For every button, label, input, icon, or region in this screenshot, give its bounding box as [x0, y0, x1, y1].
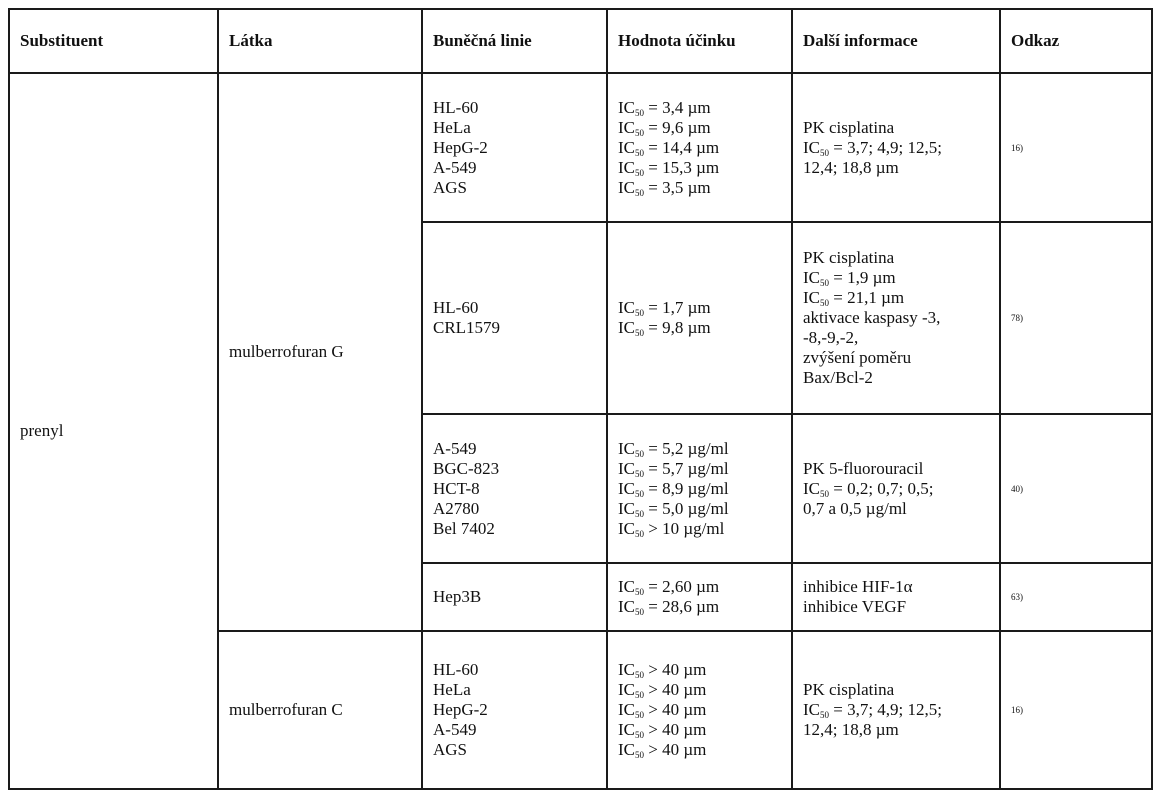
cell-line-name: A-549	[433, 438, 477, 458]
effect-value-line	[618, 178, 781, 198]
text-segment: = 0,2; 0,7; 0,5;	[829, 478, 934, 498]
cell-lines-cell	[422, 414, 607, 563]
cell-line-name: A-549	[433, 720, 477, 740]
text-segment: = 9,8 µm	[644, 318, 711, 338]
text-segment: Bax/Bcl-2	[803, 368, 873, 388]
cell-line-name: A2780	[433, 498, 480, 518]
header-effect-value: Hodnota účinku	[607, 9, 792, 73]
text-segment: aktivace kaspasy -3,	[803, 308, 941, 328]
compound-cell: mulberrofuran C	[218, 631, 422, 789]
subscript: 50	[635, 508, 644, 519]
info-line	[803, 577, 989, 597]
text-segment: IC	[618, 117, 635, 137]
text-segment: > 40 µm	[644, 680, 707, 700]
effect-value-line	[618, 459, 781, 479]
subscript: 50	[635, 468, 644, 479]
text-segment: = 1,7 µm	[644, 298, 711, 318]
text-segment: = 8,9 µg/ml	[644, 478, 729, 498]
effect-values-cell	[607, 73, 792, 222]
header-reference: Odkaz	[1000, 9, 1152, 73]
text-segment: IC	[618, 660, 635, 680]
text-segment: IC	[618, 740, 635, 760]
text-segment: IC	[618, 478, 635, 498]
effect-value-line	[618, 499, 781, 519]
cell-line-name: Hep3B	[433, 587, 482, 607]
further-info-cell	[792, 73, 1000, 222]
text-segment: = 5,7 µg/ml	[644, 458, 729, 478]
text-segment: PK cisplatina	[803, 117, 895, 137]
further-info-cell	[792, 631, 1000, 789]
effect-value-line	[618, 318, 781, 338]
info-line	[803, 459, 989, 479]
text-segment: IC	[803, 137, 820, 157]
further-info-cell	[792, 414, 1000, 563]
cell-line-name: CRL1579	[433, 318, 501, 338]
effect-value-line	[618, 740, 781, 760]
text-segment: zvýšení poměru	[803, 348, 912, 368]
text-segment: IC	[618, 518, 635, 538]
effect-values-cell	[607, 563, 792, 631]
subscript: 50	[635, 690, 644, 701]
cell-line-name: HepG-2	[433, 700, 488, 720]
text-segment: = 28,6 µm	[644, 597, 720, 617]
text-segment: IC	[618, 137, 635, 157]
subscript: 50	[635, 528, 644, 539]
subscript: 50	[635, 147, 644, 158]
subscript: 50	[635, 607, 644, 618]
subscript: 50	[820, 710, 829, 721]
text-segment: > 40 µm	[644, 700, 707, 720]
effect-value-line	[618, 98, 781, 118]
info-line	[803, 308, 989, 328]
subscript: 50	[820, 147, 829, 158]
text-segment: PK cisplatina	[803, 248, 895, 268]
reference-cell: 40)	[1000, 414, 1152, 563]
subscript: 50	[635, 187, 644, 198]
document-page	[8, 8, 1151, 790]
cell-line-name: A-549	[433, 157, 477, 177]
text-segment: = 1,9 µm	[829, 268, 896, 288]
text-segment: IC	[618, 577, 635, 597]
further-info-cell	[792, 222, 1000, 414]
subscript: 50	[635, 107, 644, 118]
text-segment: = 9,6 µm	[644, 117, 711, 137]
info-line	[803, 158, 989, 178]
cell-line-name: HeLa	[433, 117, 471, 137]
info-line	[803, 499, 989, 519]
effect-value-line	[618, 519, 781, 539]
text-segment: IC	[803, 288, 820, 308]
subscript: 50	[635, 750, 644, 761]
cell-line-name: AGS	[433, 177, 468, 197]
cell-line-name: AGS	[433, 740, 468, 760]
text-segment: IC	[618, 720, 635, 740]
subscript: 50	[635, 710, 644, 721]
text-segment: = 14,4 µm	[644, 137, 720, 157]
cell-line-name: HL-60	[433, 298, 479, 318]
effect-value-line	[618, 577, 781, 597]
compound-cell: mulberrofuran G	[218, 73, 422, 631]
info-line	[803, 597, 989, 617]
info-line	[803, 479, 989, 499]
cell-line-name: HepG-2	[433, 137, 488, 157]
substituent-cell: prenyl	[9, 73, 218, 789]
text-segment: IC	[803, 478, 820, 498]
text-segment: IC	[618, 298, 635, 318]
subscript: 50	[635, 670, 644, 681]
header-cell-line: Buněčná linie	[422, 9, 607, 73]
effect-value-line	[618, 700, 781, 720]
text-segment: = 15,3 µm	[644, 157, 720, 177]
effect-value-line	[618, 158, 781, 178]
text-segment: = 5,2 µg/ml	[644, 438, 729, 458]
cell-lines-cell	[422, 631, 607, 789]
text-segment: IC	[618, 700, 635, 720]
text-segment: IC	[618, 177, 635, 197]
subscript: 50	[820, 278, 829, 289]
text-segment: IC	[618, 157, 635, 177]
subscript: 50	[635, 167, 644, 178]
cell-line-name: HL-60	[433, 660, 479, 680]
subscript: 50	[635, 488, 644, 499]
effect-value-line	[618, 660, 781, 680]
subscript: 50	[635, 730, 644, 741]
info-line	[803, 680, 989, 700]
reference-cell: 63)	[1000, 563, 1152, 631]
text-segment: IC	[618, 97, 635, 117]
text-segment: IC	[618, 597, 635, 617]
effect-value-line	[618, 597, 781, 617]
info-line	[803, 328, 989, 348]
cell-line-name: HeLa	[433, 680, 471, 700]
effect-values-cell	[607, 222, 792, 414]
text-segment: 12,4; 18,8 µm	[803, 720, 899, 740]
text-segment: IC	[803, 700, 820, 720]
info-line	[803, 288, 989, 308]
text-segment: inhibice VEGF	[803, 597, 907, 617]
text-segment: > 40 µm	[644, 660, 707, 680]
subscript: 50	[635, 328, 644, 339]
reference-cell: 16)	[1000, 631, 1152, 789]
text-segment: > 40 µm	[644, 720, 707, 740]
activity-table	[8, 8, 1153, 790]
text-segment: IC	[618, 458, 635, 478]
subscript: 50	[635, 127, 644, 138]
info-line	[803, 368, 989, 388]
info-line	[803, 248, 989, 268]
text-segment: PK 5-fluorouracil	[803, 458, 924, 478]
reference-cell: 78)	[1000, 222, 1152, 414]
text-segment: 12,4; 18,8 µm	[803, 157, 899, 177]
info-line	[803, 268, 989, 288]
text-segment: IC	[618, 498, 635, 518]
effect-value-line	[618, 298, 781, 318]
subscript: 50	[820, 298, 829, 309]
effect-value-line	[618, 118, 781, 138]
subscript: 50	[635, 587, 644, 598]
effect-values-cell	[607, 414, 792, 563]
effect-value-line	[618, 138, 781, 158]
effect-value-line	[618, 439, 781, 459]
text-segment: > 40 µm	[644, 740, 707, 760]
header-row	[9, 9, 1152, 73]
effect-value-line	[618, 680, 781, 700]
text-segment: = 3,5 µm	[644, 177, 711, 197]
text-segment: = 21,1 µm	[829, 288, 905, 308]
cell-line-name: HCT-8	[433, 478, 480, 498]
effect-values-cell	[607, 631, 792, 789]
text-segment: inhibice HIF-1α	[803, 577, 913, 597]
text-segment: PK cisplatina	[803, 680, 895, 700]
text-segment: 0,7 a 0,5 µg/ml	[803, 498, 907, 518]
info-line	[803, 348, 989, 368]
table-row	[9, 73, 1152, 222]
text-segment: = 2,60 µm	[644, 577, 720, 597]
info-line	[803, 700, 989, 720]
text-segment: = 3,4 µm	[644, 97, 711, 117]
info-line	[803, 118, 989, 138]
cell-lines-cell	[422, 222, 607, 414]
text-segment: IC	[618, 438, 635, 458]
text-segment: IC	[618, 680, 635, 700]
cell-lines-cell	[422, 563, 607, 631]
info-line	[803, 720, 989, 740]
effect-value-line	[618, 479, 781, 499]
text-segment: = 3,7; 4,9; 12,5;	[829, 137, 943, 157]
effect-value-line	[618, 720, 781, 740]
text-segment: = 3,7; 4,9; 12,5;	[829, 700, 943, 720]
cell-lines-cell	[422, 73, 607, 222]
text-segment: = 5,0 µg/ml	[644, 498, 729, 518]
text-segment: IC	[618, 318, 635, 338]
further-info-cell	[792, 563, 1000, 631]
text-segment: IC	[803, 268, 820, 288]
text-segment: > 10 µg/ml	[644, 518, 725, 538]
text-segment: -8,-9,-2,	[803, 328, 859, 348]
header-further-info: Další informace	[792, 9, 1000, 73]
subscript: 50	[635, 308, 644, 319]
subscript: 50	[635, 448, 644, 459]
cell-line-name: Bel 7402	[433, 518, 495, 538]
subscript: 50	[820, 488, 829, 499]
reference-cell: 16)	[1000, 73, 1152, 222]
info-line	[803, 138, 989, 158]
cell-line-name: HL-60	[433, 97, 479, 117]
header-substituent: Substituent	[9, 9, 218, 73]
header-compound: Látka	[218, 9, 422, 73]
cell-line-name: BGC-823	[433, 458, 500, 478]
